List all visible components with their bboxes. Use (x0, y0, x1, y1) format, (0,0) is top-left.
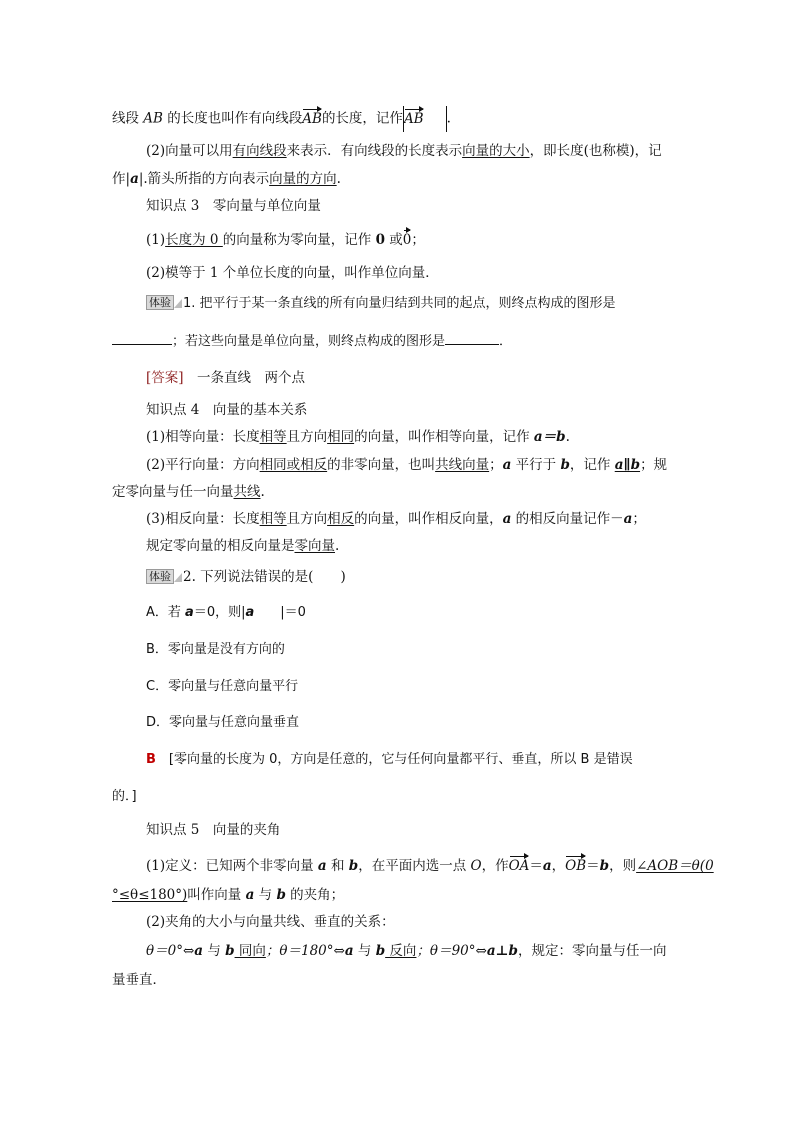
vector-ab-abs: AB (403, 110, 424, 127)
option-b: B．零向量是没有方向的 (146, 642, 285, 657)
angle-range: °≤θ≤180°) (112, 887, 188, 903)
text: A．若 (146, 605, 186, 620)
text: ，规定：零向量与任一向 (517, 943, 667, 959)
perpendicular-notation: a⊥b (486, 943, 518, 959)
vector-a: a (245, 887, 255, 903)
text: . (446, 110, 451, 127)
text: |＝0 (254, 605, 306, 620)
paragraph-line: (2)夹角的大小与向量共线、垂直的关系： (146, 914, 395, 930)
section-title-kp4: 知识点 4 向量的基本关系 (146, 402, 308, 418)
badge-triangle-icon (174, 299, 182, 308)
section-title-kp5: 知识点 5 向量的夹角 (146, 822, 281, 838)
vector-a: a (194, 943, 204, 959)
text: . (335, 538, 340, 554)
key-term: 有向线段 (232, 143, 287, 159)
vector-ab: AB (302, 110, 322, 127)
text: ； (489, 457, 503, 473)
question-text: ；若这些向量是单位向量，则终点构成的图形是 (172, 334, 446, 349)
vector-a: a (245, 605, 255, 620)
answer-tag: [答案] (146, 370, 184, 386)
text: 和 (326, 858, 349, 874)
vector-a: a (317, 858, 327, 874)
text: (2)平行向量：方向 (146, 457, 260, 473)
exercise-1 (146, 295, 616, 313)
text: 且方向 (286, 429, 328, 445)
answer-line (146, 369, 305, 387)
vector-b: b (599, 858, 610, 874)
text: 且方向 (286, 511, 328, 527)
vector-a: a (502, 511, 512, 527)
paragraph-line (146, 142, 662, 160)
vector-a: a (344, 943, 354, 959)
equation: a＝b (533, 429, 566, 445)
text: 规定零向量的相反向量是 (146, 538, 295, 554)
text: 的长度也叫作有向线段 (162, 110, 303, 127)
text: 作| (112, 171, 131, 187)
text: 的夹角； (285, 887, 345, 903)
paragraph-line (112, 483, 265, 501)
text: (2)向量可以用 (146, 143, 233, 159)
paragraph-line (146, 537, 339, 555)
text: . (336, 171, 341, 187)
vector-a: a (502, 457, 512, 473)
paragraph-line (112, 106, 451, 132)
exercise-badge: 体验 (146, 569, 174, 584)
option-c: C．零向量与任意向量平行 (146, 679, 299, 694)
text: 或 (385, 232, 403, 248)
text: ；规 (640, 457, 668, 473)
vector-b: b (348, 858, 359, 874)
key-term: 共线向量 (435, 457, 490, 473)
text: . (565, 429, 570, 445)
key-term: 相同或相反 (259, 457, 328, 473)
vector-b: b (276, 887, 286, 903)
text: 线段 (112, 110, 144, 127)
parallel-notation: a∥b (614, 457, 641, 473)
answer-line: 的．] (112, 789, 137, 804)
paragraph-line (112, 170, 341, 188)
text: 的非零向量，也叫 (327, 457, 436, 473)
text: ＝ (529, 858, 543, 874)
vector-b: b (375, 943, 386, 959)
badge-triangle-icon (174, 573, 182, 582)
text: 的相反向量记作－ (511, 511, 624, 527)
vector-a: a (623, 511, 633, 527)
vector-b: b (225, 943, 235, 959)
key-term: 反向 (385, 943, 417, 959)
vector-a: a (130, 171, 139, 187)
segment-ab: AB (143, 110, 163, 127)
text: 的向量，叫作相等向量，记作 (354, 429, 534, 445)
vector-a: a (542, 858, 552, 874)
text: ＝ (586, 858, 600, 874)
text: ，在平面内选一点 (358, 858, 471, 874)
text: ． (499, 334, 513, 349)
key-term: 向量的大小 (462, 143, 530, 159)
answer-letter: B (146, 752, 156, 767)
key-term: 零向量 (294, 538, 335, 554)
text: ＝0，则| (193, 605, 246, 620)
text: 的向量，叫作相反向量， (354, 511, 503, 527)
answer-blank (112, 332, 172, 345)
text: |.箭头所指的方向表示 (138, 171, 270, 187)
exercise-1-line2 (112, 332, 512, 351)
text: 的向量称为零向量，记作 (222, 232, 376, 248)
paragraph-line (112, 886, 344, 904)
vector-a: a (185, 605, 194, 620)
exercise-2 (146, 568, 346, 586)
key-term: 向量的方向 (269, 171, 337, 187)
text: (1) (146, 232, 166, 248)
answer-blank (445, 332, 499, 345)
vector-oa: OA (508, 858, 530, 874)
key-term: 相反 (327, 511, 355, 527)
answer-text: [零向量的长度为 0，方向是任意的，它与任何向量都平行、垂直，所以 B 是错误 (155, 752, 633, 767)
text: 与 (203, 943, 226, 959)
paragraph-line (146, 456, 667, 474)
text: 平行于 (511, 457, 561, 473)
question-text: 2. 下列说法错误的是( ) (183, 569, 346, 585)
paragraph-line: 量垂直． (112, 972, 166, 988)
text: 叫作向量 (187, 887, 246, 903)
zero-vector-arrow: 0 (402, 232, 412, 248)
text: ； (632, 511, 646, 527)
paragraph-line (146, 857, 714, 875)
key-term: 相同 (327, 429, 355, 445)
answer-line (146, 751, 633, 769)
key-term: 同向 (234, 943, 266, 959)
text: (1)定义：已知两个非零向量 (146, 858, 318, 874)
paragraph-line (146, 231, 425, 249)
answer-text: 一条直线 两个点 (183, 370, 306, 386)
option-a (146, 604, 306, 622)
question-text: 1. 把平行于某一条直线的所有向量归结到共同的起点，则终点构成的图形是 (183, 296, 616, 311)
exercise-badge: 体验 (146, 295, 174, 310)
text: θ＝0°⇔ (146, 943, 195, 959)
text: . (260, 484, 265, 500)
text: (3)相反向量：长度 (146, 511, 260, 527)
text: 的长度，记作 (321, 110, 403, 127)
text: 来表示．有向线段的长度表示 (286, 143, 463, 159)
text: 与 (254, 887, 277, 903)
paragraph-line (146, 942, 666, 960)
zero-vector: 0 (375, 232, 385, 248)
vector-ob: OB (565, 858, 587, 874)
text: ；θ＝180°⇔ (265, 943, 345, 959)
key-term: 共线 (233, 484, 261, 500)
text: 与 (353, 943, 376, 959)
text: ，作 (481, 858, 509, 874)
paragraph-line: (2)模等于 1 个单位长度的向量，叫作单位向量． (146, 265, 439, 281)
text: ；θ＝90°⇔ (416, 943, 487, 959)
section-title-kp3: 知识点 3 零向量与单位向量 (146, 198, 321, 214)
point-o: O (470, 858, 482, 874)
text: ，即长度(也称模)，记 (529, 143, 662, 159)
paragraph-line (146, 428, 570, 446)
angle-definition: ∠AOB＝θ(0 (636, 858, 714, 874)
text: ； (411, 232, 425, 248)
text: ，则 (609, 858, 637, 874)
key-term: 相等 (259, 429, 287, 445)
text: 定零向量与任一向量 (112, 484, 234, 500)
option-d: D．零向量与任意向量垂直 (146, 715, 300, 730)
text: ，记作 (569, 457, 615, 473)
paragraph-line (146, 510, 646, 528)
key-term: 相等 (259, 511, 287, 527)
key-term: 长度为 0 (165, 232, 223, 248)
text: ， (551, 858, 566, 874)
vector-b: b (560, 457, 570, 473)
text: (1)相等向量：长度 (146, 429, 260, 445)
